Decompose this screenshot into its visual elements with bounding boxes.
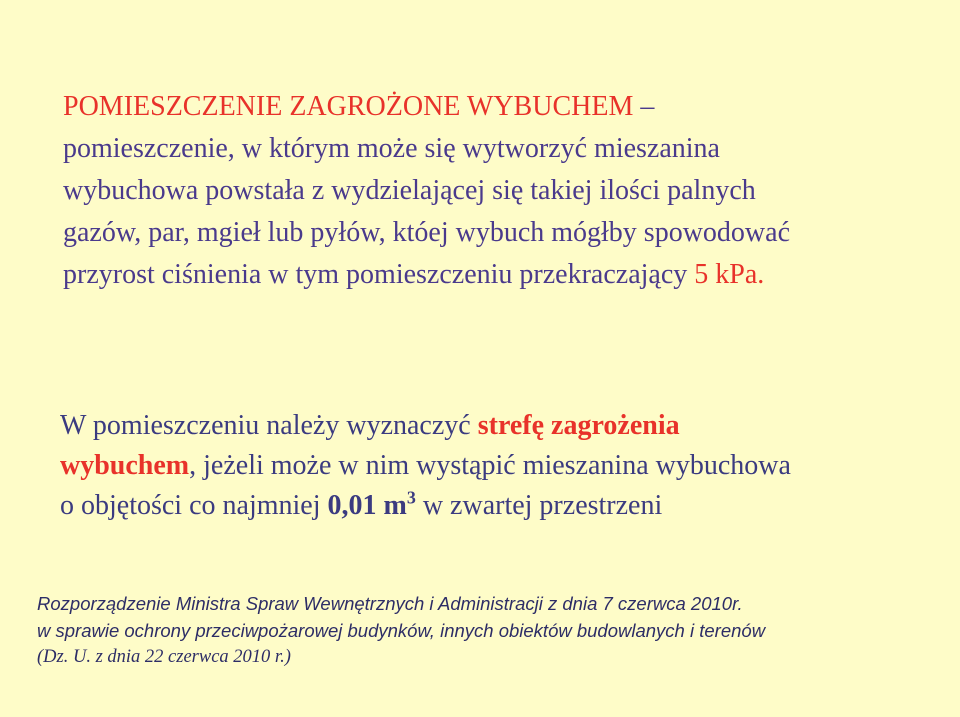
source-citation bbox=[37, 590, 937, 671]
source-line-2: w sprawie ochrony przeciwpożarowej budynków, innych obiektów budowlanych i terenów bbox=[37, 620, 766, 641]
pressure-threshold: 5 kPa. bbox=[694, 259, 765, 290]
volume-exponent: 3 bbox=[406, 487, 416, 508]
zone-term-1: strefę zagrożenia bbox=[477, 410, 680, 441]
zone-intro: W pomieszczeniu należy wyznaczyć bbox=[60, 410, 478, 441]
zone-line-2 bbox=[60, 446, 940, 486]
source-line-1: Rozporządzenie Ministra Spraw Wewnętrznych i Administracji z dnia 7 czerwca 2010r. bbox=[37, 593, 743, 614]
definition-line-1 bbox=[63, 86, 943, 128]
definition-block bbox=[63, 86, 943, 296]
zone-line-3 bbox=[60, 486, 940, 526]
zone-line-1 bbox=[60, 406, 940, 446]
zone-line-2-rest: , jeżeli może w nim wystąpić mieszanina wybuchowa bbox=[189, 450, 791, 481]
definition-line-5 bbox=[63, 254, 943, 296]
source-line-3: (Dz. U. z dnia 22 czerwca 2010 r.) bbox=[37, 647, 291, 667]
definition-term: POMIESZCZENIE ZAGROŻONE WYBUCHEM bbox=[63, 91, 634, 122]
definition-dash: – bbox=[633, 91, 655, 122]
volume-value: 0,01 m bbox=[327, 490, 407, 521]
definition-line-3: wybuchowa powstała z wydzielającej się takiej ilości palnych bbox=[63, 175, 756, 206]
definition-line-5-text: przyrost ciśnienia w tym pomieszczeniu przekraczający bbox=[63, 259, 695, 290]
zone-line-3-start: o objętości co najmniej bbox=[60, 490, 328, 521]
zone-block bbox=[60, 406, 940, 526]
zone-line-3-end: w zwartej przestrzeni bbox=[415, 490, 663, 521]
definition-line-2: pomieszczenie, w którym może się wytworzyć mieszanina bbox=[63, 133, 720, 164]
definition-line-4: gazów, par, mgieł lub pyłów, któej wybuch mógłby spowodować bbox=[63, 217, 791, 248]
zone-term-2: wybuchem bbox=[60, 450, 190, 481]
